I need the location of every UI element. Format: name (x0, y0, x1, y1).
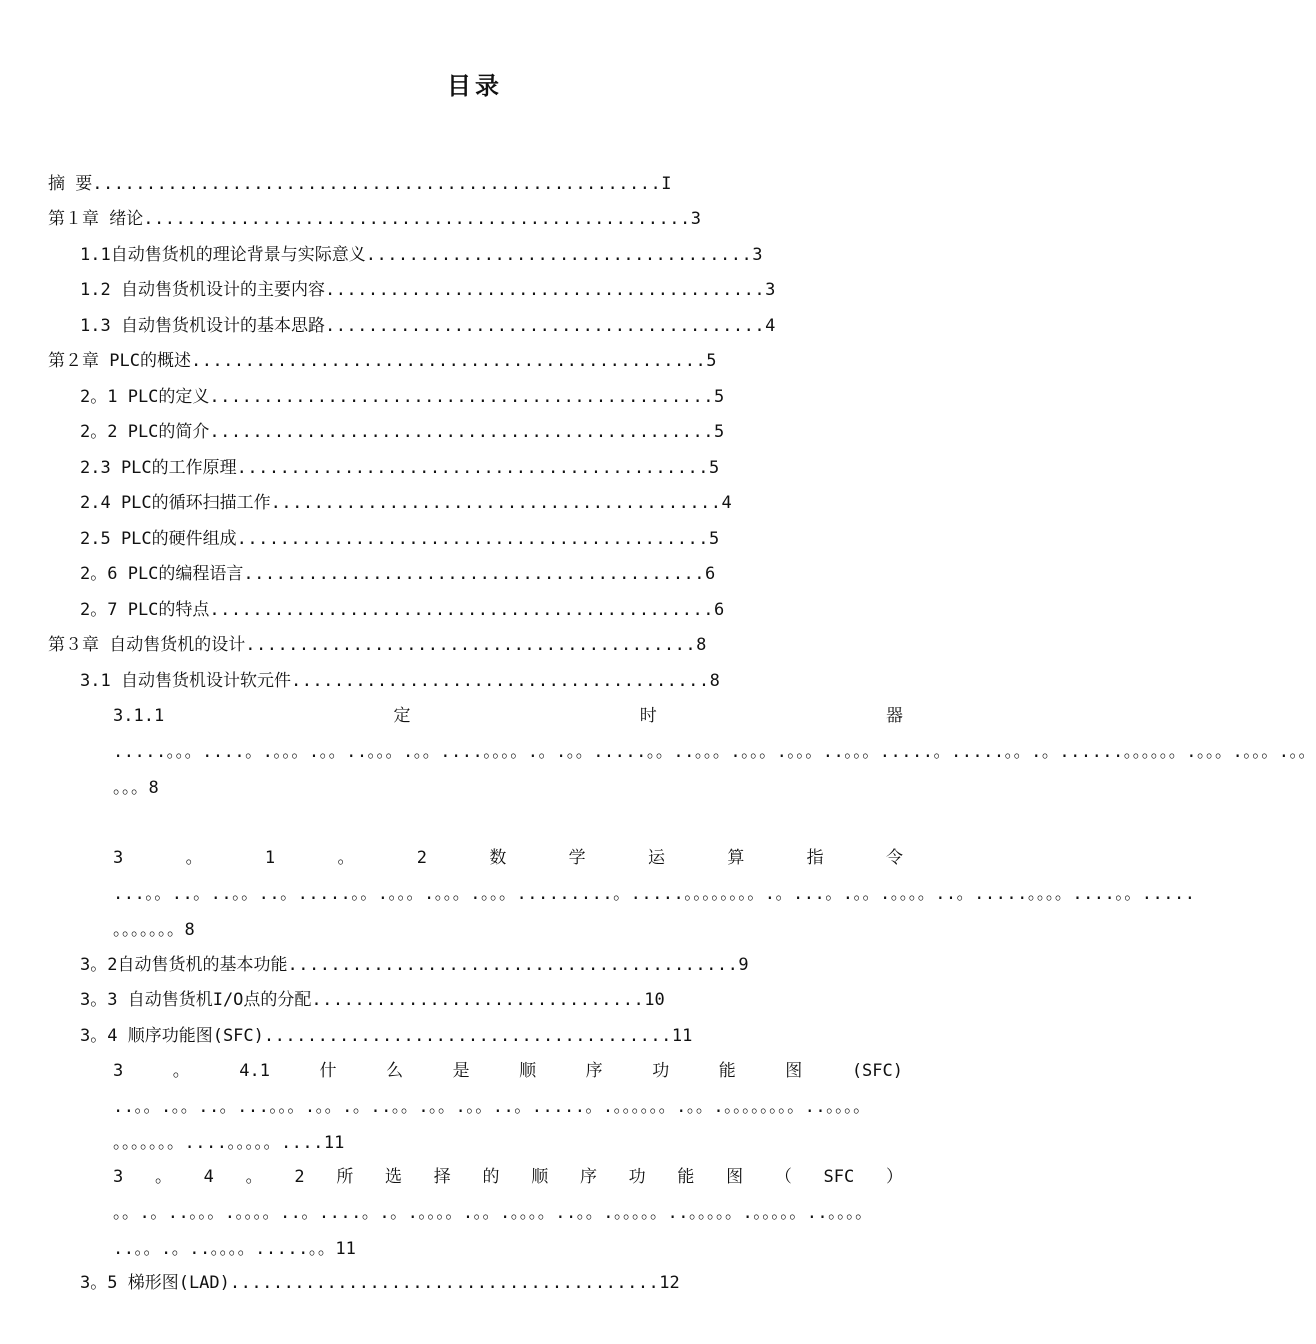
toc-entry-title: 2。2 PLC的简介 (80, 422, 210, 442)
toc-entry-3-1[interactable]: 3.1 自动售货机设计软元件.......................................8 (80, 671, 720, 691)
toc-entry-chapter-2[interactable]: 第２章 PLC的概述................................................5 (48, 351, 717, 371)
toc-entry-1-1[interactable]: 1.1自动售货机的理论背景与实际意义....................................3 (80, 245, 763, 265)
toc-entry-page: 5 (706, 351, 717, 371)
toc-entry-title: 3。4 顺序功能图(SFC) (80, 1026, 264, 1046)
toc-entry-title: 2.5 PLC的硬件组成 (80, 529, 237, 549)
toc-entry-3-4-1[interactable]: 3。4.1什么是顺序功能图(SFC) ..。。.。。..。...。。。.。。.。..。。.。。.。。..。.....。.。。。。。。.。。.。。。。。。。。..。。。。 。。。。。。。....。。。。。....11 (113, 1053, 903, 1161)
toc-entry-page: 8 (184, 920, 195, 940)
toc-entry-title: 3。2自动售货机的基本功能 (80, 955, 288, 975)
toc-entry-page: 3 (752, 245, 763, 265)
toc-entry-2-6[interactable]: 2。6 PLC的编程语言...........................................6 (80, 564, 716, 584)
toc-entry-1-2[interactable]: 1.2 自动售货机设计的主要内容.........................................3 (80, 280, 776, 300)
toc-entry-3-4-2[interactable]: 3。4。2所选择的顺序功能图（SFC） 。。.。..。。。.。。。。..。....。.。.。。。。.。。.。。。。..。。.。。。。。..。。。。。.。。。。。..。。。。 ..。。.。..。。。。.....。。11 (113, 1159, 903, 1267)
toc-entry-3-4[interactable]: 3。4 顺序功能图(SFC)......................................11 (80, 1026, 693, 1046)
toc-entry-chapter-1[interactable]: 第１章 绪论...................................................3 (48, 209, 701, 229)
toc-entry-chapter-3[interactable]: 第３章 自动售货机的设计..........................................8 (48, 635, 707, 655)
toc-entry-title: 2。1 PLC的定义 (80, 387, 210, 407)
toc-entry-title: 3。1。2数学运算指令 (113, 848, 903, 868)
toc-entry-page: 8 (709, 671, 720, 691)
toc-entry-2-2[interactable]: 2。2 PLC的简介...............................................5 (80, 422, 725, 442)
toc-entry-title: 3。4。2所选择的顺序功能图（SFC） (113, 1167, 903, 1187)
toc-entry-page: 11 (671, 1026, 693, 1046)
toc-entry-3-1-1[interactable]: 3.1.1定时器 .....。。。....。.。。。.。。..。。。.。。....。。。。.。.。。.....。。..。。。.。。。.。。。..。。。.....。.....。。.。......。。。。。。.。。。.。。。.。。 。。。8 (113, 698, 903, 806)
toc-entry-title: 3.1 自动售货机设计软元件 (80, 671, 291, 691)
toc-entry-page: 11 (323, 1133, 345, 1153)
toc-entry-page: 5 (709, 529, 720, 549)
toc-entry-title: 1.3 自动售货机设计的基本思路 (80, 316, 325, 336)
toc-entry-page: 5 (709, 458, 720, 478)
toc-entry-2-5[interactable]: 2.5 PLC的硬件组成............................................5 (80, 529, 720, 549)
toc-entry-page: 5 (713, 422, 725, 442)
toc-entry-page: 5 (713, 387, 725, 407)
toc-entry-page: 3 (765, 280, 776, 300)
toc-entry-title: 2。7 PLC的特点 (80, 600, 210, 620)
toc-entry-title: 3.1.1定时器 (113, 706, 903, 726)
toc-entry-2-4[interactable]: 2.4 PLC的循环扫描工作..........................................4 (80, 493, 732, 513)
toc-entry-title: 2。6 PLC的编程语言 (80, 564, 244, 584)
toc-entry-3-5[interactable]: 3。5 梯形图(LAD)........................................12 (80, 1273, 680, 1293)
toc-entry-page: 8 (696, 635, 707, 655)
toc-entry-2-3[interactable]: 2.3 PLC的工作原理............................................5 (80, 458, 720, 478)
toc-entry-title: 3。3 自动售货机I/O点的分配 (80, 990, 312, 1010)
toc-entry-page: 4 (721, 493, 732, 513)
toc-entry-page: 9 (738, 955, 749, 975)
toc-entry-2-7[interactable]: 2。7 PLC的特点...............................................6 (80, 600, 725, 620)
toc-entry-title: 3。4.1什么是顺序功能图(SFC) (113, 1061, 903, 1081)
toc-entry-1-3[interactable]: 1.3 自动售货机设计的基本思路.........................................4 (80, 316, 776, 336)
toc-entry-page: 10 (644, 990, 665, 1010)
page-title: 目录 (447, 72, 503, 100)
toc-entry-title: 2.4 PLC的循环扫描工作 (80, 493, 271, 513)
toc-entry-page: 6 (705, 564, 716, 584)
toc-entry-page: 11 (335, 1239, 356, 1259)
toc-entry-title: 3。5 梯形图(LAD) (80, 1273, 230, 1293)
toc-entry-3-3[interactable]: 3。3 自动售货机I/O点的分配...............................10 (80, 990, 665, 1010)
toc-entry-page: 6 (713, 600, 725, 620)
toc-entry-title: 第３章 自动售货机的设计 (48, 635, 246, 655)
toc-entry-title: 摘 要 (48, 174, 93, 194)
toc-entry-3-1-2[interactable]: 3。1。2数学运算指令 ...。。..。..。。..。.....。。.。。。.。。。.。。。.........。.....。。。。。。。。.。...。.。。.。。。。..。.....。。。。....。。..... 。。。。。。。8 (113, 840, 903, 948)
toc-entry-title: 第１章 绪论 (48, 209, 144, 229)
toc-entry-page: I (661, 174, 672, 194)
toc-entry-3-2[interactable]: 3。2自动售货机的基本功能..........................................9 (80, 955, 749, 975)
toc-entry-page: 3 (690, 209, 701, 229)
toc-entry-title: 2.3 PLC的工作原理 (80, 458, 237, 478)
toc-entry-page: 8 (148, 778, 159, 798)
toc-entry-2-1[interactable]: 2。1 PLC的定义...............................................5 (80, 387, 725, 407)
toc-entry-page: 4 (765, 316, 776, 336)
toc-entry-abstract[interactable]: 摘 要.....................................................I (48, 174, 672, 194)
toc-entry-page: 12 (659, 1273, 680, 1293)
toc-entry-title: 第２章 PLC的概述 (48, 351, 191, 371)
toc-entry-title: 1.2 自动售货机设计的主要内容 (80, 280, 325, 300)
toc-entry-title: 1.1自动售货机的理论背景与实际意义 (80, 245, 366, 265)
